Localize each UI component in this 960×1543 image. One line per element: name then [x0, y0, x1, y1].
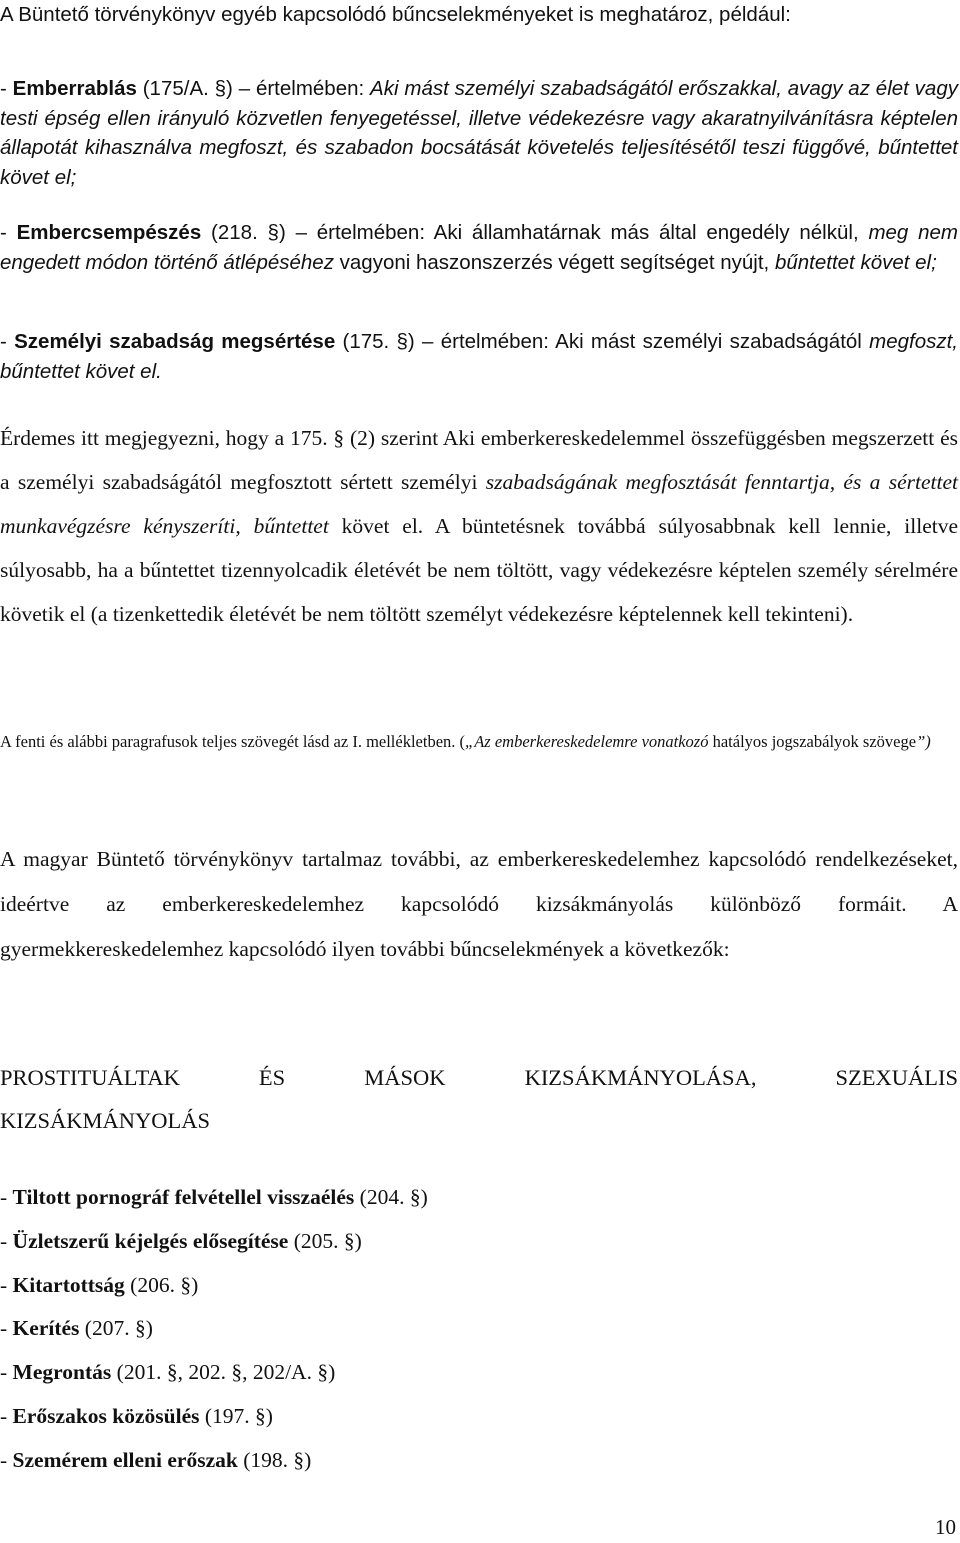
list-item: - Kerítés (207. §) — [0, 1316, 153, 1341]
list-dash: - — [0, 330, 15, 353]
paragraph-175-note — [0, 416, 958, 636]
note-text: A fenti és alábbi paragrafusok teljes szövegét lásd az I. mellékletben. ( — [0, 732, 466, 751]
list-item: - Kitartottság (206. §) — [0, 1272, 199, 1297]
section-ref: (175. §) — [335, 330, 415, 353]
list-item: - Tiltott pornográf felvétellel visszaélés (204. §) — [0, 1185, 428, 1209]
definition-lead: – értelmében: Aki államhatárnak más által engedély nélkül, — [285, 221, 869, 244]
note-end: ”) — [916, 732, 931, 751]
term-kidnapping: Emberrablás — [12, 77, 137, 100]
paragraph-btk: A magyar Büntető törvénykönyv tartalmaz további, az emberkereskedelemhez kapcsolódó rendelkezéseket, ideértve az emberkereskedelemhez kapcsolódó kizsákmányolás különböző formáit. A gyermekkereskedelemhez kapcsolódó ilyen további bűncselekmények a következők: — [0, 847, 958, 961]
term-smuggling: Embercsempészés — [16, 221, 202, 244]
definition-lead: – értelmében: Aki mást személyi szabadságától — [414, 330, 870, 353]
annex-note — [0, 725, 958, 759]
heading-line-2: KIZSÁKMÁNYOLÁS — [0, 1108, 211, 1133]
note-text: hatályos jogszabályok szövege — [708, 732, 917, 751]
paragraph-text: követ el. A büntetésnek továbbá súlyosabbnak kell lennie, illetve súlyosabb, ha a bűntettet tizennyolcadik életévét be nem töltött, vagy védekezésre képtelen személy sérelmére követik el (a tizenkettedik életévét be nem töltött személyt védekezésre képtelennek kell tekinteni). — [0, 514, 959, 626]
paragraph-text: Érdemes itt megjegyezni, hogy a 175. § (2) szerint Aki emberkereskedelemmel összefüggésben megszerzett és a személyi szabadságától megfosztott sértett személyi — [0, 426, 958, 494]
offence-list — [0, 1176, 958, 1483]
list-item: - Erőszakos közösülés (197. §) — [0, 1403, 273, 1428]
list-item: - Megrontás (201. §, 202. §, 202/A. §) — [0, 1360, 336, 1385]
definition-kidnapping — [0, 74, 958, 192]
list-dash: - — [0, 77, 13, 100]
list-dash: - — [0, 221, 17, 244]
section-ref: (175/A. §) — [136, 77, 233, 100]
note-italic: „Az emberkereskedelemre vonatkozó — [465, 732, 709, 751]
definition-liberty — [0, 327, 958, 386]
section-heading — [0, 1056, 958, 1142]
definition-end: bűntettet követ el; — [774, 250, 937, 274]
definition-tail: vagyoni haszonszerzés végett segítséget nyújt, — [333, 250, 775, 274]
term-liberty: Személyi szabadság megsértése — [14, 330, 336, 353]
heading-line-1: PROSTITUÁLTAK ÉS MÁSOK KIZSÁKMÁNYOLÁSA, SZEXUÁLIS — [0, 1065, 958, 1090]
list-item: - Üzletszerű kéjelgés elősegítése (205. §) — [0, 1228, 362, 1253]
definition-smuggling — [0, 218, 958, 277]
definition-lead: – értelmében: — [232, 77, 371, 100]
definition-body: megfoszt, bűntettet követ el. — [0, 330, 959, 383]
list-item: - Szemérem elleni erőszak (198. §) — [0, 1447, 312, 1472]
section-ref: (218. §) — [201, 221, 286, 244]
definition-body: meg nem engedett módon történő átlépéséhez — [0, 221, 958, 274]
definition-body: Aki mást személyi szabadságától erőszakkal, avagy az élet vagy testi épség ellen irányuló közvetlen fenyegetéssel, illetve védekezésre vagy akaratnyilvánításra képtelen állapotát kihasználva megfoszt, és szabadon bocsátását követelés teljesítésétől teszi függővé, bűntettet követ el; — [0, 77, 958, 189]
paragraph-italic: szabadságának megfosztását fenntartja, és a sértettet munkavégzésre kényszeríti, bűntettet — [0, 470, 958, 538]
page-number: 10 — [935, 1515, 956, 1539]
intro-text: A Büntető törvénykönyv egyéb kapcsolódó bűncselekményeket is meghatároz, például: — [0, 3, 791, 26]
